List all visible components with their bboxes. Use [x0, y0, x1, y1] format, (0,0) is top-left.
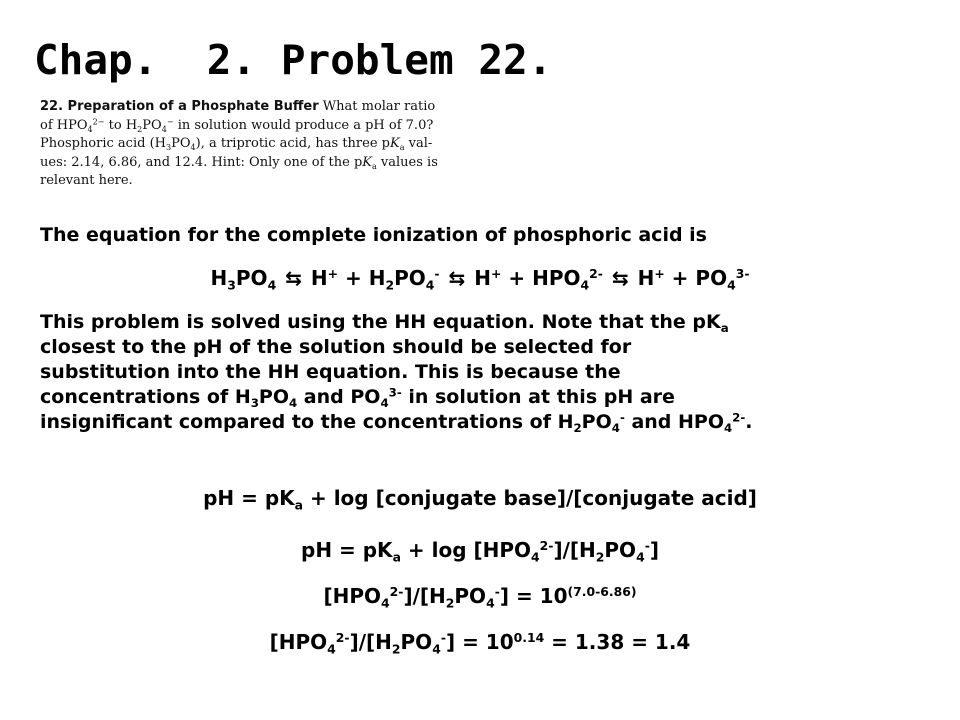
problem-line-2: of $HPO_4^{2-}$ to $H_2PO_4^-$ in solution would produce a pH of 7.0? — [40, 117, 434, 134]
hh-equation-phosphate: pH = $pK_a + \log [HPO_4^{2-}]/[H_2PO_4^-]$ — [301, 538, 659, 565]
para-line-4: concentrations of $H_3PO_4$ and $PO_4^{3-}$ in solution at this pH are — [40, 385, 675, 411]
textbook-problem-excerpt — [40, 98, 500, 191]
ratio-result: $[HPO_4^{2-}]/[H_2PO_4^-] = 10^{0.14} = 1.38 = 1.4$ — [269, 630, 691, 657]
intro-sentence: The equation for the complete ionization of phosphoric acid is — [40, 224, 707, 246]
para-line-3: substitution into the HH equation. This is because the — [40, 361, 621, 383]
slide-title: Chap. 2. Problem 22. — [34, 36, 553, 84]
ratio-equation: $[HPO_4^{2-}]/[H_2PO_4^-] = 10^{(7.0-6.86)}$ — [323, 584, 637, 611]
explanation-paragraph — [40, 310, 940, 435]
problem-line-1: 22. Preparation of a Phosphate Buffer What molar ratio — [40, 99, 436, 114]
problem-line-5: relevant here. — [40, 173, 133, 188]
equilibrium-arrow-icon: ⇆ — [448, 266, 466, 290]
problem-line-4: ues: 2.14, 6.86, and 12.4. Hint: Only one of the $pK_a$ values is — [40, 154, 438, 171]
ionization-equation: $H_3PO_4$ ⇆ $H^+ + H_2PO_4^-$ ⇆ $H^+ + HPO_4^{2-}$ ⇆ $H^+ + PO_4^{3-}$ — [210, 266, 750, 293]
problem-heading: 22. Preparation of a Phosphate Buffer — [40, 99, 319, 114]
hh-equation-general: pH = $pK_a + \log$ [conjugate base]/[conjugate acid] — [203, 486, 757, 513]
equilibrium-arrow-icon: ⇆ — [285, 266, 302, 290]
para-line-1: This problem is solved using the HH equation. Note that the $pK_a$ — [40, 311, 729, 336]
equilibrium-arrow-icon: ⇆ — [611, 266, 629, 290]
problem-line-3: Phosphoric acid $(H_3PO_4)$, a triprotic acid, has three $pK_a$ val- — [40, 136, 433, 152]
para-line-2: closest to the pH of the solution should be selected for — [40, 336, 632, 358]
para-line-5: insignificant compared to the concentrations of $H_2PO_4^-$ and $HPO_4^{2-}$. — [40, 410, 753, 436]
